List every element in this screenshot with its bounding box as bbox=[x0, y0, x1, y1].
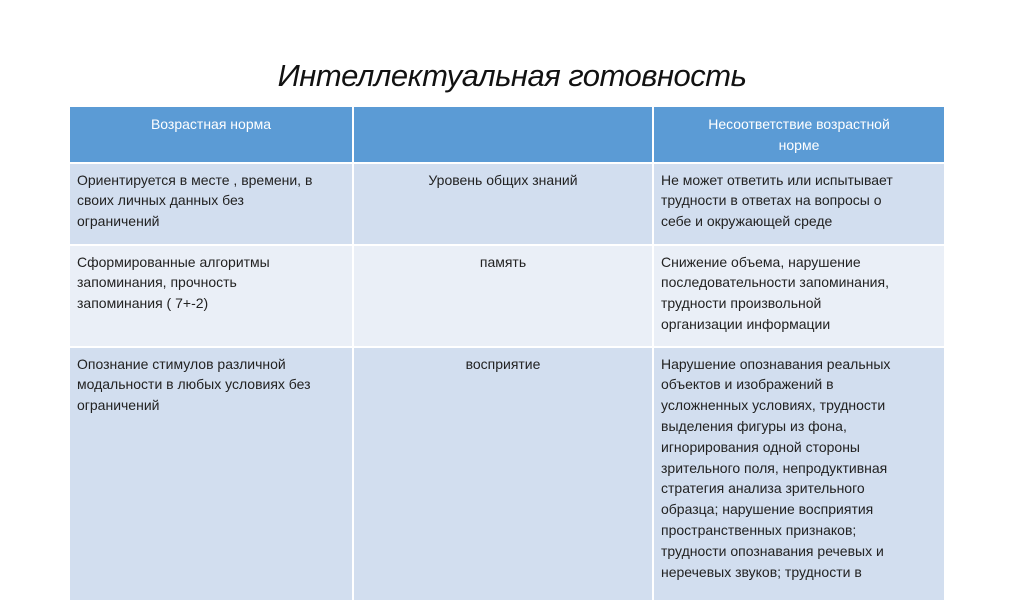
cell-mismatch: Снижение объема, нарушение последовательности запоминания, трудности произвольной организации информации bbox=[653, 245, 945, 347]
table-header-row bbox=[69, 106, 945, 163]
cell-parameter: восприятие bbox=[353, 347, 653, 601]
table-row bbox=[69, 245, 945, 347]
header-age-norm: Возрастная норма bbox=[69, 106, 353, 163]
cell-mismatch: Нарушение опознавания реальных объектов и изображений в усложненных условиях, трудности выделения фигуры из фона, игнорирования одной стороны зрительного поля, непродуктивная стратегия анализа зрительного образца; нарушение восприятия пространственных признаков; трудности опознавания речевых и неречевых звуков; трудности в bbox=[653, 347, 945, 601]
cell-parameter: Уровень общих знаний bbox=[353, 163, 653, 245]
slide-title: Интеллектуальная готовность bbox=[277, 58, 747, 93]
readiness-table bbox=[68, 105, 946, 602]
header-mismatch: Несоответствие возрастной норме bbox=[653, 106, 945, 163]
cell-mismatch: Не может ответить или испытывает трудности в ответах на вопросы о себе и окружающей среде bbox=[653, 163, 945, 245]
table-row bbox=[69, 347, 945, 601]
cell-norm: Сформированные алгоритмы запоминания, прочность запоминания ( 7+-2) bbox=[69, 245, 353, 347]
table-row bbox=[69, 163, 945, 245]
header-empty bbox=[353, 106, 653, 163]
cell-norm: Опознание стимулов различной модальности в любых условиях без ограничений bbox=[69, 347, 353, 601]
cell-parameter: память bbox=[353, 245, 653, 347]
cell-norm: Ориентируется в месте , времени, в своих личных данных без ограничений bbox=[69, 163, 353, 245]
